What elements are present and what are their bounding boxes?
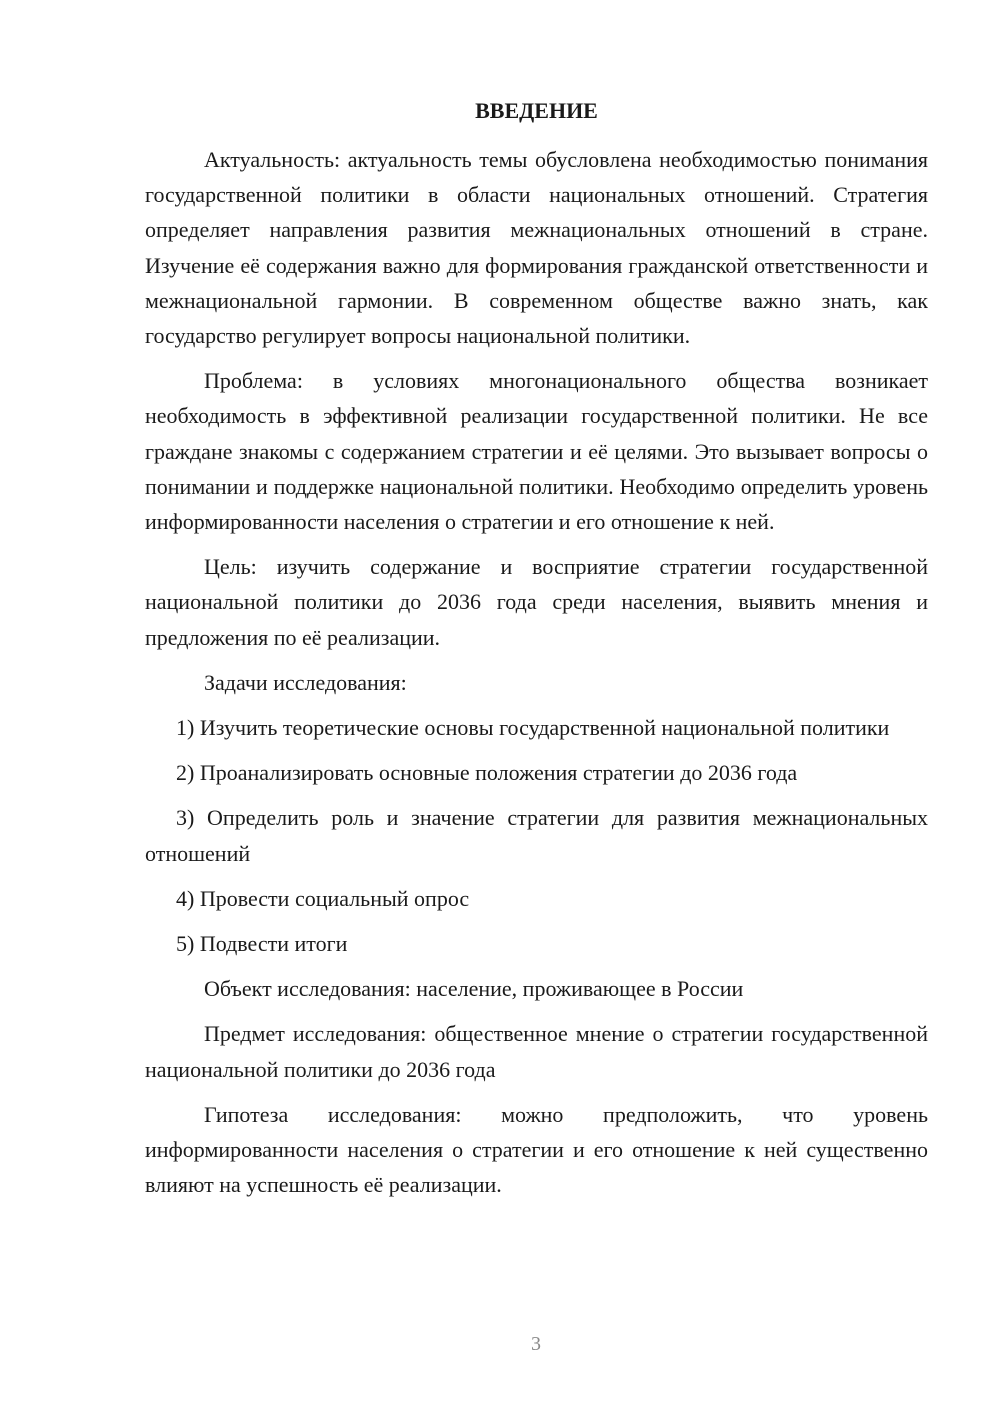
paragraph-problem: Проблема: в условиях многонационального общества возникает необходимость в эффективной реализации государственной политики. Не все граждане знакомы с содержанием стратегии и её целями. Это вызывает вопросы о понимании и поддержке национальной политики. Необходимо определить уровень информированности населения о стратегии и его отношение к ней. <box>145 368 928 535</box>
page-title: ВВЕДЕНИЕ <box>475 98 598 123</box>
list-item: 4) Провести социальный опрос <box>176 885 470 911</box>
list-item: 3) Определить роль и значение стратегии для развития межнациональных отношений <box>145 805 928 866</box>
page-number: 3 <box>531 1333 541 1355</box>
paragraph-tasks-heading: Задачи исследования: <box>204 669 407 695</box>
list-item: 1) Изучить теоретические основы государственной национальной политики <box>176 715 890 741</box>
paragraph-hypothesis: Гипотеза исследования: можно предположить, что уровень информированности населения о стратегии и его отношение к ней существенно влияют на успешность её реализации. <box>145 1101 928 1198</box>
paragraph-object: Объект исследования: население, проживающее в России <box>204 976 744 1002</box>
list-item: 5) Подвести итоги <box>176 931 348 957</box>
paragraph-subject: Предмет исследования: общественное мнение о стратегии государственной национальной политики до 2036 года <box>145 1021 928 1082</box>
paragraph-goal: Цель: изучить содержание и восприятие стратегии государственной национальной политики до 2036 года среди населения, выявить мнения и предложения по её реализации. <box>145 554 928 650</box>
list-item: 2) Проанализировать основные положения стратегии до 2036 года <box>176 760 798 786</box>
document-page <box>145 93 928 1212</box>
tasks-list <box>145 710 928 961</box>
paragraph-relevance: Актуальность: актуальность темы обусловлена необходимостью понимания государственной политики в области национальных отношений. Стратегия определяет направления развития межнациональных отношений в стране. Изучение её содержания важно для формирования гражданской ответственности и межнациональной гармонии. В современном обществе важно знать, как государство регулирует вопросы национальной политики. <box>145 147 928 349</box>
